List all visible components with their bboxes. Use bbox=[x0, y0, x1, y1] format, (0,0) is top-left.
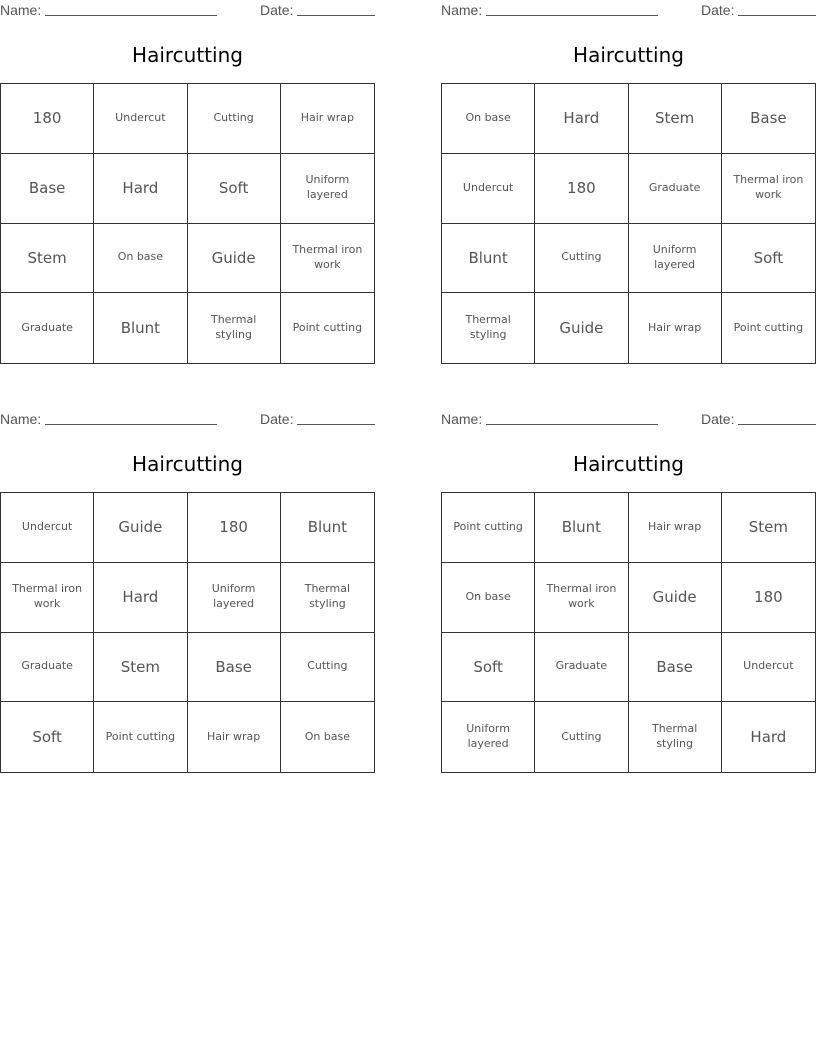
grid-cell: Point cutting bbox=[94, 702, 187, 772]
grid-cell: Soft bbox=[722, 224, 815, 294]
grid-cell: Base bbox=[188, 633, 281, 703]
grid-cell: Thermal styling bbox=[188, 293, 281, 363]
grid-cell: Thermal styling bbox=[442, 293, 535, 363]
grid-cell: Uniform layered bbox=[629, 224, 722, 294]
grid-cell: Uniform layered bbox=[188, 563, 281, 633]
name-label: Name: bbox=[441, 411, 483, 427]
name-date-row bbox=[441, 2, 816, 20]
name-blank-line bbox=[45, 424, 217, 425]
grid-cell: Graduate bbox=[1, 633, 94, 703]
bingo-card-2 bbox=[441, 0, 816, 380]
grid-cell: Graduate bbox=[1, 293, 94, 363]
bingo-grid bbox=[441, 492, 816, 773]
grid-cell: Uniform layered bbox=[281, 154, 374, 224]
date-blank-line bbox=[738, 424, 816, 425]
grid-cell: On base bbox=[442, 84, 535, 154]
grid-cell: Hard bbox=[94, 154, 187, 224]
name-blank-line bbox=[45, 15, 217, 16]
grid-cell: Guide bbox=[629, 563, 722, 633]
card-title: Haircutting bbox=[573, 43, 684, 67]
name-blank-line bbox=[486, 424, 658, 425]
grid-cell: Stem bbox=[722, 493, 815, 563]
date-label: Date: bbox=[260, 411, 294, 427]
grid-cell: Stem bbox=[629, 84, 722, 154]
grid-cell: Hair wrap bbox=[629, 493, 722, 563]
card-title: Haircutting bbox=[132, 43, 243, 67]
grid-cell: Guide bbox=[94, 493, 187, 563]
grid-cell: Base bbox=[1, 154, 94, 224]
name-blank-line bbox=[486, 15, 658, 16]
date-label: Date: bbox=[701, 411, 735, 427]
grid-cell: Blunt bbox=[94, 293, 187, 363]
grid-cell: Thermal styling bbox=[629, 702, 722, 772]
grid-cell: Blunt bbox=[442, 224, 535, 294]
bingo-card-1 bbox=[0, 0, 375, 380]
grid-cell: Stem bbox=[1, 224, 94, 294]
grid-cell: Soft bbox=[442, 633, 535, 703]
grid-cell: Cutting bbox=[535, 702, 628, 772]
grid-cell: Blunt bbox=[535, 493, 628, 563]
card-title: Haircutting bbox=[132, 452, 243, 476]
grid-cell: Graduate bbox=[535, 633, 628, 703]
grid-cell: Graduate bbox=[629, 154, 722, 224]
bingo-grid bbox=[441, 83, 816, 364]
name-label: Name: bbox=[0, 2, 42, 18]
name-date-row bbox=[441, 411, 816, 429]
grid-cell: Uniform layered bbox=[442, 702, 535, 772]
name-date-row bbox=[0, 411, 375, 429]
grid-cell: Stem bbox=[94, 633, 187, 703]
name-label: Name: bbox=[441, 2, 483, 18]
grid-cell: 180 bbox=[1, 84, 94, 154]
grid-cell: 180 bbox=[722, 563, 815, 633]
grid-cell: Point cutting bbox=[733, 320, 804, 334]
grid-cell: Guide bbox=[188, 224, 281, 294]
grid-cell: Soft bbox=[1, 702, 94, 772]
grid-cell: Cutting bbox=[535, 224, 628, 294]
grid-cell: Hard bbox=[535, 84, 628, 154]
grid-cell: Undercut bbox=[442, 154, 535, 224]
grid-cell: Hard bbox=[750, 728, 787, 746]
grid-cell: Cutting bbox=[281, 633, 374, 703]
date-blank-line bbox=[297, 15, 375, 16]
grid-cell: Hair wrap bbox=[281, 84, 374, 154]
bingo-card-4 bbox=[441, 409, 816, 789]
grid-cell: 180 bbox=[535, 154, 628, 224]
grid-cell: On base bbox=[304, 729, 351, 743]
date-label: Date: bbox=[701, 2, 735, 18]
grid-cell: Base bbox=[722, 84, 815, 154]
date-blank-line bbox=[297, 424, 375, 425]
grid-cell: Base bbox=[629, 633, 722, 703]
grid-cell: Blunt bbox=[281, 493, 374, 563]
name-label: Name: bbox=[0, 411, 42, 427]
grid-cell: Thermal iron work bbox=[722, 154, 815, 224]
grid-cell: Undercut bbox=[722, 633, 815, 703]
date-label: Date: bbox=[260, 2, 294, 18]
grid-cell: Hair wrap bbox=[188, 702, 281, 772]
grid-cell: Undercut bbox=[1, 493, 94, 563]
grid-cell: 180 bbox=[188, 493, 281, 563]
grid-cell: Soft bbox=[188, 154, 281, 224]
grid-cell: On base bbox=[94, 224, 187, 294]
bingo-grid bbox=[0, 83, 375, 364]
grid-cell: On base bbox=[442, 563, 535, 633]
grid-cell: Thermal iron work bbox=[535, 563, 628, 633]
bingo-grid bbox=[0, 492, 375, 773]
grid-cell: Point cutting bbox=[292, 320, 363, 334]
name-date-row bbox=[0, 2, 375, 20]
grid-cell: Hair wrap bbox=[629, 293, 722, 363]
grid-cell: Cutting bbox=[188, 84, 281, 154]
date-blank-line bbox=[738, 15, 816, 16]
grid-cell: Undercut bbox=[94, 84, 187, 154]
card-title: Haircutting bbox=[573, 452, 684, 476]
grid-cell: Thermal styling bbox=[281, 563, 374, 633]
grid-cell: Thermal iron work bbox=[1, 563, 94, 633]
grid-cell: Guide bbox=[535, 293, 628, 363]
grid-cell: Point cutting bbox=[442, 493, 535, 563]
bingo-card-3 bbox=[0, 409, 375, 789]
grid-cell: Thermal iron work bbox=[281, 224, 374, 294]
grid-cell: Hard bbox=[94, 563, 187, 633]
